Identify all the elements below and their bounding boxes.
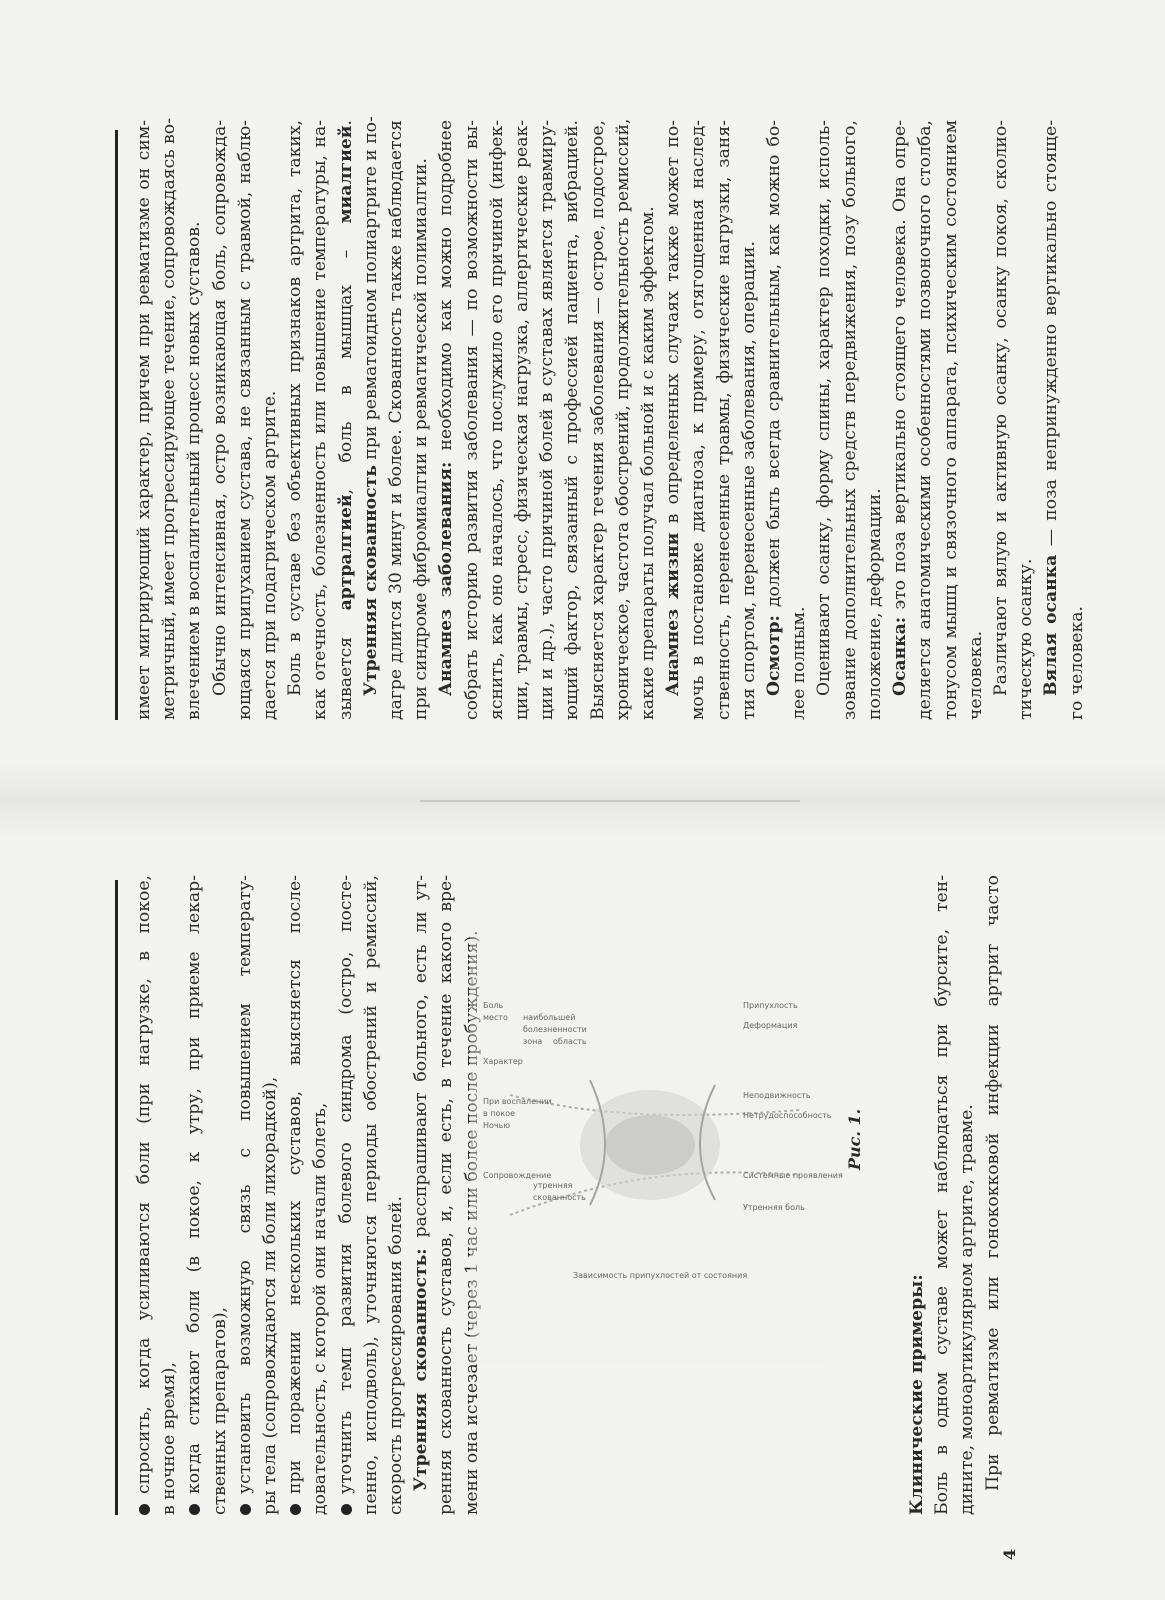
figure-label: Деформация xyxy=(743,1021,798,1030)
bullet-line: уточнить темп развития болевого синдрома (остро, посте- xyxy=(334,875,359,1515)
text-group xyxy=(787,120,888,720)
figure-label: Нетрудоспособность xyxy=(743,1111,832,1120)
text-line: мочь в постановке диагноза, к примеру, отягощенная наслед- xyxy=(688,120,709,720)
text-line: ции и др.), часто причиной болей в суставах является травмиру- xyxy=(537,120,558,720)
figure-label: наибольшей xyxy=(523,1013,576,1022)
text-line: мени она исчезает (через 1 час или более после пробуждения). xyxy=(461,930,482,1515)
morning-stiffness-line: Утренняя скованность при ревматоидном полиартрите и по- xyxy=(360,116,381,696)
text-line: тическую осанку. xyxy=(1016,558,1037,720)
left-page-top-text xyxy=(132,875,485,1515)
text-line: дините, моноартикулярном артрите, травме. xyxy=(957,1104,978,1515)
text-group xyxy=(384,120,434,720)
text-line: Боль в одном суставе может наблюдаться при бурсите, тен- xyxy=(932,875,953,1515)
bullet-dot-icon xyxy=(290,1504,301,1515)
figure-label: Системные проявления xyxy=(743,1171,843,1180)
clinical-examples xyxy=(905,875,1006,1515)
posture-line: Осанка: это поза вертикально стоящего человека. Она опре- xyxy=(890,119,911,696)
text-line: дагре длится 30 минут и более. Скованность также наблюдается xyxy=(386,120,407,720)
figure-label: Характер xyxy=(483,1057,523,1066)
text-line: какие препараты получал больной и с каким эффектом. xyxy=(638,206,659,720)
text-line: лее полным. xyxy=(789,606,810,720)
figure-label: Сопровождение xyxy=(483,1171,552,1180)
figure-label: Припухлость xyxy=(743,1001,798,1010)
text-line: ственных препаратов), xyxy=(209,1306,230,1515)
text-line: пенно, исподволь), уточняются периоды обострений и ремиссий, xyxy=(360,875,381,1515)
text-line: ющаяся припуханием сустава, не связанным с травмой, наблю- xyxy=(234,120,255,720)
figure-label: При воспалении xyxy=(483,1097,552,1106)
text-line: ренняя скованность суставов, и, если есть, в течение какого вре- xyxy=(436,875,457,1515)
text-line: ющий фактор, связанный с профессией пациента, вибрацией. xyxy=(562,120,583,720)
text-line: скорость прогрессирования болей. xyxy=(386,1196,407,1515)
right-page-text xyxy=(132,116,1090,720)
text-line: как отечность, болезненность или повышение температуры, на- xyxy=(310,120,331,720)
text-line: зование дополнительных средств передвижения, позу больного, xyxy=(839,120,860,720)
text-line: собрать историю развития заболевания — по возможности вы- xyxy=(461,120,482,720)
text-line: го человека. xyxy=(1066,606,1087,720)
stiffness-line: Утренняя скованность: расспрашивают больного, есть ли ут- xyxy=(411,874,432,1491)
text-line: Оценивают осанку, форму спины, характер походки, исполь- xyxy=(814,120,835,696)
figure-label: в покое xyxy=(483,1109,516,1118)
flabby-posture-line: Вялая осанка — поза непринужденно вертикально стояще- xyxy=(1041,120,1062,696)
text-line: яснить, как оно началось, что послужило его причиной (инфек- xyxy=(486,120,507,720)
figure-label: Неподвижность xyxy=(743,1091,811,1100)
text-line: тонусом мышц и связочного аппарата, психическим состоянием xyxy=(940,120,961,720)
text-line: Боль в суставе без объективных признаков артрита, таких, xyxy=(285,120,306,696)
text-group xyxy=(460,120,662,720)
text-line: при синдроме фибромиалгии и ревматической полимиалгии. xyxy=(411,158,432,720)
examination-line: Осмотр: должен быть всегда сравнительным, как можно бо- xyxy=(764,120,785,696)
text-line: тия спортом, перенесенные заболевания, операции. xyxy=(738,241,759,720)
text-line: хроническое, частота обострений, продолжительность ремиссий, xyxy=(612,118,633,720)
life-anamnesis-line: Анамнез жизни в определенных случаях также может по- xyxy=(663,120,684,696)
figure-label: Ночью xyxy=(483,1121,511,1130)
bullet-line: установить возможную связь с повышением температу- xyxy=(233,875,258,1515)
bullet-dot-icon xyxy=(139,1504,150,1515)
figure-label: область xyxy=(553,1037,587,1046)
bullet-dot-icon xyxy=(240,1504,251,1515)
figure-label: Утренняя боль xyxy=(743,1203,805,1212)
text-line: При ревматизме или гонококковой инфекции артрит часто xyxy=(982,875,1003,1491)
text-group xyxy=(913,120,1039,720)
bullet-line: при поражении нескольких суставов, выясняется после- xyxy=(283,875,308,1515)
text-line: дается при подагрическом артрите. xyxy=(260,390,281,720)
figure-label: Зависимость припухлостей от состояния xyxy=(573,1271,748,1280)
text-group xyxy=(686,120,762,720)
figure-label: место xyxy=(483,1013,508,1022)
bullet-line: спросить, когда усиливаются боли (при нагрузке, в покое, xyxy=(132,875,157,1515)
text-line: положение, деформации. xyxy=(864,488,885,720)
text-line: деляется анатомическими особенностями позвоночного столба, xyxy=(915,120,936,720)
text-line: ции, травмы, стресс, физическая нагрузка, аллергические реак- xyxy=(512,120,533,720)
text-line: влечением в воспалительный процесс новых суставов. xyxy=(184,221,205,720)
left-page-header-rule xyxy=(115,880,123,1515)
joint-figure xyxy=(470,890,843,1365)
text-line: довательность, с которой они начали болеть, xyxy=(310,1102,331,1515)
arthralgia-line: зывается артралгией, боль в мышцах – миалгией. xyxy=(335,120,356,720)
text-line: в ночное время), xyxy=(159,1362,180,1515)
left-page xyxy=(0,800,1165,1600)
bullet-dot-icon xyxy=(189,1504,200,1515)
text-line: имеет мигрирующий характер, причем при ревматизме он сим- xyxy=(134,120,154,720)
text-line: Выясняется характер течения заболевания — острое, подострое, xyxy=(587,120,608,720)
text-line: метричный, имеет прогрессирующее течение, сопровождаясь во- xyxy=(159,118,180,720)
text-line: ственность, перенесенные травмы, физические нагрузки, заня- xyxy=(713,120,734,720)
right-page-header-rule xyxy=(115,130,123,720)
clinical-heading: Клинические примеры: xyxy=(907,1274,927,1515)
anamnesis-line: Анамнез заболевания: необходимо как можно подробнее xyxy=(436,120,457,696)
figure-label: болезненности xyxy=(523,1025,587,1034)
figure-label: Боль xyxy=(483,1001,504,1010)
text-line: ры тела (сопровождаются ли боли лихорадкой), xyxy=(260,1076,281,1515)
figure-label: зона xyxy=(523,1037,543,1046)
text-line: Различают вялую и активную осанку, осанку покоя, сколио- xyxy=(990,120,1011,696)
figure-label: утренняя xyxy=(533,1181,573,1190)
text-line: человека. xyxy=(965,630,986,720)
figure-label: скованность xyxy=(533,1193,586,1202)
figure-caption: Рис. 1. xyxy=(845,1108,864,1170)
page-number: 4 xyxy=(1000,1548,1019,1560)
bullet-dot-icon xyxy=(341,1504,352,1515)
text-line: Обычно интенсивная, остро возникающая боль, сопровожда- xyxy=(209,120,230,696)
bullet-line: когда стихают боли (в покое, к утру, при приеме лекар- xyxy=(182,875,207,1515)
text-group xyxy=(1065,120,1090,720)
text-group xyxy=(132,120,334,720)
